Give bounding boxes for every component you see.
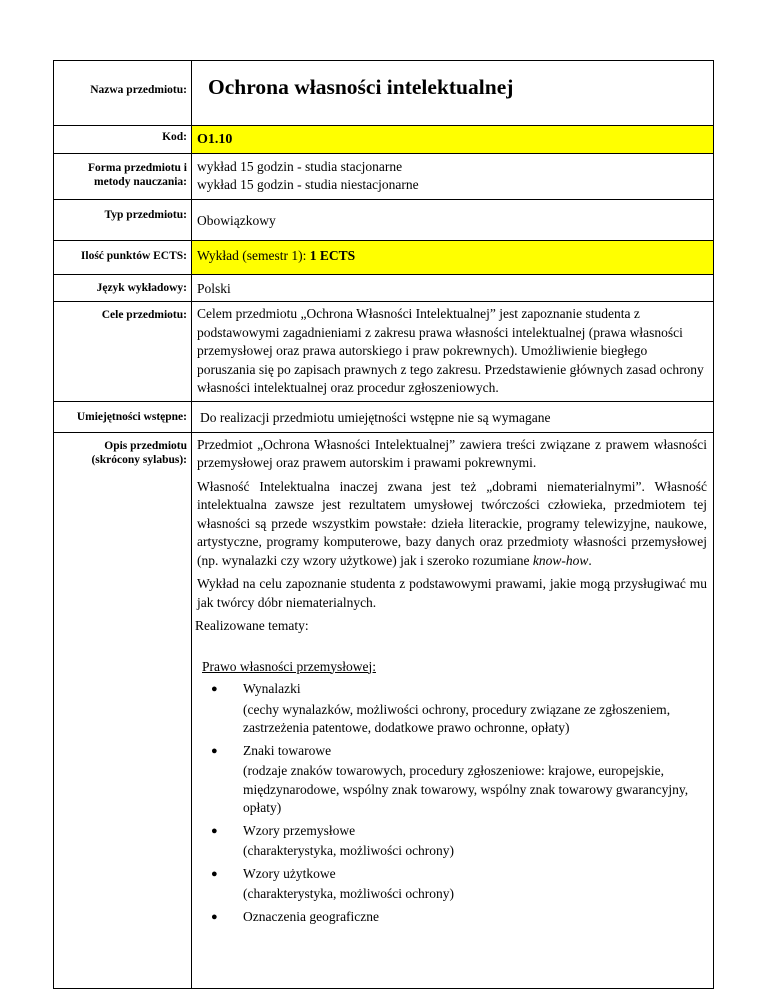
- syllabus-paragraph-1: Przedmiot „Ochrona Własności Intelektualnej” zawiera treści związane z prawem własności przemysłowej oraz prawem autorskim i prawami pokrewnymi.: [197, 436, 707, 470]
- form-line-2: wykład 15 godzin - studia niestacjonarne: [197, 177, 419, 192]
- row-form: [54, 153, 714, 199]
- topic-desc: (charakterystyka, możliwości ochrony): [243, 843, 455, 858]
- bullet-icon: ●: [211, 867, 218, 880]
- syllabus-label: Opis przedmiotu (skrócony sylabus):: [54, 432, 192, 988]
- syllabus-cell: [192, 432, 714, 988]
- course-title: Ochrona własności intelektualnej: [208, 75, 514, 99]
- row-ects: [54, 240, 714, 274]
- row-prereq: [54, 401, 714, 432]
- topic-name: Wynalazki: [243, 681, 301, 696]
- topics-list: [197, 680, 707, 926]
- ects-prefix: Wykład (semestr 1):: [197, 247, 310, 263]
- topic-item: [211, 680, 707, 738]
- row-language: [54, 274, 714, 302]
- topic-name: Oznaczenia geograficzne: [243, 908, 380, 924]
- row-course-name: [54, 61, 714, 126]
- topic-item: [211, 908, 707, 927]
- topic-desc: (cechy wynalazków, możliwości ochrony, procedury związane ze zgłoszeniem, zastrzeżenia patentowe, dodatkowe prawo ochronne, opłaty): [243, 701, 671, 735]
- topic-name: Wzory przemysłowe: [243, 822, 356, 838]
- topic-desc: (charakterystyka, możliwości ochrony): [243, 886, 455, 901]
- topic-item: [211, 742, 707, 818]
- form-line-1: wykład 15 godzin - studia stacjonarne: [197, 158, 403, 174]
- type-label: Typ przedmiotu:: [54, 199, 192, 240]
- ects-value: 1 ECTS: [309, 247, 356, 263]
- language-value: Polski: [192, 274, 714, 302]
- type-value: Obowiązkowy: [192, 199, 714, 240]
- language-label: Język wykładowy:: [54, 274, 192, 302]
- goals-label: Cele przedmiotu:: [54, 302, 192, 402]
- bullet-icon: ●: [211, 744, 218, 757]
- prereq-label: Umiejętności wstępne:: [54, 401, 192, 432]
- course-name-cell: [192, 61, 714, 126]
- row-syllabus: [54, 432, 714, 988]
- row-goals: [54, 302, 714, 402]
- goals-text: Celem przedmiotu „Ochrona Własności Intelektualnej” jest zapoznanie studenta z podstawowymi zagadnieniami z zakresu prawa własności intelektualnej (prawa własności przemysłowej oraz prawa autorskiego i praw pokrewnych). Umożliwienie biegłego poruszania się po zapisach prawnych z tego zakresu. Przedstawienie głównych zasad ochrony własności intelektualnej oraz procedur zgłoszeniowych.: [192, 302, 714, 402]
- syllabus-p2-italic: know-how: [532, 552, 589, 568]
- syllabus-paragraph-3: Wykład na celu zapoznanie studenta z podstawowymi prawami, jakie mogą przysługiwać mu jak twórcy dóbr niematerialnych.: [197, 576, 707, 610]
- bullet-icon: ●: [211, 910, 218, 923]
- ects-label: Ilość punktów ECTS:: [54, 240, 192, 274]
- course-name-label: Nazwa przedmiotu:: [54, 61, 192, 126]
- syllabus-p2-main: Własność Intelektualna inaczej zwana jest też „dobrami niematerialnymi”. Własność intelektualna zawsze jest rezultatem umysłowej twórczości człowieka, przedmiotem tej własności są przede wszystkim powstałe: dzieła literackie, programy telewizyjne, naukowe, artystyczne, programy komputerowe, bazy danych oraz przedmioty własności przemysłowej (np. wynalazki czy wzory użytkowe) jak i szeroko rozumiane: [197, 478, 707, 568]
- topic-desc: (rodzaje znaków towarowych, procedury zgłoszeniowe: krajowe, europejskie, międzynarodowe, wspólny znak towarowy, wspólny znak towarowy gwarancyjny, opłaty): [243, 763, 689, 815]
- form-label: Forma przedmiotu i metody nauczania:: [54, 153, 192, 199]
- topic-name: Wzory użytkowe: [243, 865, 336, 881]
- prereq-text: Do realizacji przedmiotu umiejętności wstępne nie są wymagane: [192, 401, 714, 432]
- ects-cell: [192, 240, 714, 274]
- topic-item: [211, 865, 707, 904]
- code-cell: [192, 126, 714, 154]
- bullet-icon: ●: [211, 824, 218, 837]
- row-code: [54, 126, 714, 154]
- bullet-icon: ●: [211, 683, 218, 695]
- code-label: Kod:: [54, 126, 192, 154]
- syllabus-table: [53, 60, 714, 989]
- syllabus-paragraph-2: [197, 478, 707, 571]
- form-cell: [192, 153, 714, 199]
- topic-name: Znaki towarowe: [243, 742, 332, 758]
- section-title: Prawo własności przemysłowej:: [202, 658, 376, 674]
- syllabus-p2-end: .: [588, 552, 592, 568]
- course-code: O1.10: [197, 132, 233, 147]
- topic-item: [211, 822, 707, 861]
- syllabus-paragraph-4: Realizowane tematy:: [195, 618, 309, 633]
- row-type: [54, 199, 714, 240]
